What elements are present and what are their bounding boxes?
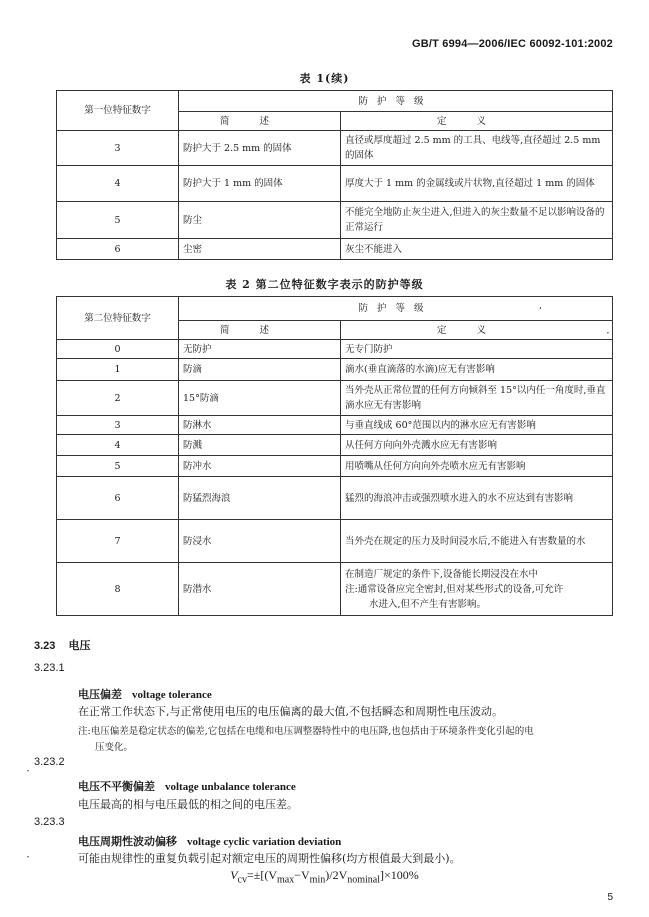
row-num: 6 [57, 239, 179, 260]
term-2-en: voltage unbalance tolerance [165, 781, 296, 793]
row-brief: 防淋水 [179, 416, 341, 435]
term-3 [78, 833, 341, 849]
note-1 [78, 724, 618, 756]
table-row [57, 456, 613, 477]
row-num: 8 [57, 563, 179, 616]
table1-sub-def: 定义 [341, 112, 613, 131]
row-brief: 防浸水 [179, 520, 341, 563]
row-brief: 防冲水 [179, 456, 341, 477]
row-num: 2 [57, 381, 179, 416]
row-def: 厚度大于 1 mm 的金属线或片状物,直径超过 1 mm 的固体 [341, 166, 613, 202]
row-num: 4 [57, 435, 179, 456]
term-1-en: voltage tolerance [132, 689, 212, 701]
row-num: 5 [57, 456, 179, 477]
term-2 [78, 778, 296, 794]
row-def: 从任何方向向外壳溅水应无有害影响 [341, 435, 613, 456]
note-1-cont: 压变化。 [95, 742, 134, 753]
definition-1: 在正常工作状态下,与正常使用电压的电压偏离的最大值,不包括瞬态和周期性电压波动。 [78, 705, 503, 718]
table-row [57, 239, 613, 260]
term-1 [78, 686, 212, 702]
row-brief: 防潜水 [179, 563, 341, 616]
note-1-line: 注:电压偏差是稳定状态的偏差,它包括在电缆和电压调整器特性中的电压降,也包括由于环境条件变化引起的电 [78, 726, 534, 737]
definition-2: 电压最高的相与电压最低的相之间的电压差。 [78, 798, 298, 811]
row-def: 直径或厚度超过 2.5 mm 的工具、电线等,直径超过 2.5 mm的固体 [341, 131, 613, 166]
table-row [57, 435, 613, 456]
table1 [56, 90, 613, 260]
standard-number: GB/T 6994—2006/IEC 60092-101:2002 [411, 38, 613, 50]
table-row [57, 359, 613, 381]
row-def: 无专门防护 [341, 340, 613, 359]
scan-speck: · [606, 326, 610, 340]
formula [0, 868, 649, 885]
formula-lhs: V [230, 868, 238, 882]
formula-eq: =±[(V [247, 868, 278, 882]
table1-caption: 表 1(续) [299, 72, 350, 85]
row-def: 用喷嘴从任何方向向外壳喷水应无有害影响 [341, 456, 613, 477]
table2-sub-brief: 简述 [179, 321, 341, 340]
table-row [57, 340, 613, 359]
row-def: 猛烈的海浪冲击或强烈喷水进入的水不应达到有害影响 [341, 477, 613, 520]
row-def: 不能完全地防止灰尘进入,但进入的灰尘数量不足以影响设备的正常运行 [341, 202, 613, 239]
subsection-2-number: 3.23.2 [34, 756, 65, 768]
table2-group-mark: , [538, 300, 543, 311]
row-brief: 防护大于 1 mm 的固体 [179, 166, 341, 202]
formula-tail: ]×100% [380, 868, 419, 882]
table-row [57, 381, 613, 416]
row-num: 3 [57, 416, 179, 435]
term-3-zh: 电压周期性波动偏移 [78, 835, 177, 848]
row-brief: 尘密 [179, 239, 341, 260]
term-1-zh: 电压偏差 [78, 688, 122, 701]
row-def: 灰尘不能进入 [341, 239, 613, 260]
row-num: 6 [57, 477, 179, 520]
formula-nom-sub: nominal [347, 874, 381, 886]
definition-3: 可能由规律性的重复负载引起对额定电压的周期性偏移(均方根值最大到最小)。 [78, 852, 461, 865]
row-num: 5 [57, 202, 179, 239]
row-brief: 15°防滴 [179, 381, 341, 416]
row-brief: 防尘 [179, 202, 341, 239]
table2-col1-header: 第二位特征数字 [57, 297, 179, 340]
table-row [57, 131, 613, 166]
table2-group-label: 防护等级 [358, 303, 433, 314]
formula-mid: )/2V [325, 868, 348, 882]
row-def: 滴水(垂直滴落的水滴)应无有害影响 [341, 359, 613, 381]
scan-speck: · [26, 850, 30, 864]
row-def: 当外壳从正常位置的任何方向倾斜至 15°以内任一角度时,垂直滴水应无有害影响 [341, 381, 613, 416]
row-num: 1 [57, 359, 179, 381]
row-def-note-cont: 水进入,但不产生有害影响。 [369, 598, 487, 610]
subsection-3-number: 3.23.3 [34, 816, 65, 828]
formula-min-sub: min [309, 874, 326, 886]
row-def: 与垂直线成 60°范围以内的淋水应无有害影响 [341, 416, 613, 435]
table-row [57, 520, 613, 563]
formula-lhs-sub: cv [237, 874, 247, 886]
row-num: 7 [57, 520, 179, 563]
row-num: 3 [57, 131, 179, 166]
table2-sub-def: 定义 [341, 321, 613, 340]
table1-group-header: 防护等级 [179, 91, 613, 112]
section-title: 电压 [68, 640, 91, 652]
section-heading [34, 637, 90, 653]
row-def-main: 在制造厂规定的条件下,设备能长期浸没在水中 [345, 568, 539, 580]
section-number: 3.23 [34, 640, 56, 652]
row-brief: 防滴 [179, 359, 341, 381]
row-def-note: 注:通常设备应完全密封,但对某些形式的设备,可允许 [345, 583, 564, 595]
table2-group-header [179, 297, 613, 321]
formula-minus: −V [294, 868, 310, 882]
table-row [57, 166, 613, 202]
row-brief: 无防护 [179, 340, 341, 359]
formula-max-sub: max [277, 874, 295, 886]
table1-sub-brief: 简述 [179, 112, 341, 131]
table-row [57, 202, 613, 239]
row-brief: 防护大于 2.5 mm 的固体 [179, 131, 341, 166]
scan-speck: · [26, 764, 30, 778]
page-number: 5 [607, 892, 613, 903]
subsection-1-number: 3.23.1 [34, 662, 65, 674]
table-row [57, 416, 613, 435]
row-def: 当外壳在规定的压力及时间浸水后,不能进入有害数量的水 [341, 520, 613, 563]
term-3-en: voltage cyclic variation deviation [187, 836, 342, 848]
term-2-zh: 电压不平衡偏差 [78, 780, 155, 793]
row-num: 4 [57, 166, 179, 202]
row-num: 0 [57, 340, 179, 359]
table2 [56, 296, 613, 616]
row-brief: 防溅 [179, 435, 341, 456]
table-row [57, 563, 613, 616]
table2-caption: 表 2 第二位特征数字表示的防护等级 [225, 278, 424, 291]
table1-col1-header: 第一位特征数字 [57, 91, 179, 131]
row-brief: 防猛烈海浪 [179, 477, 341, 520]
row-def [341, 563, 613, 616]
table-row [57, 477, 613, 520]
